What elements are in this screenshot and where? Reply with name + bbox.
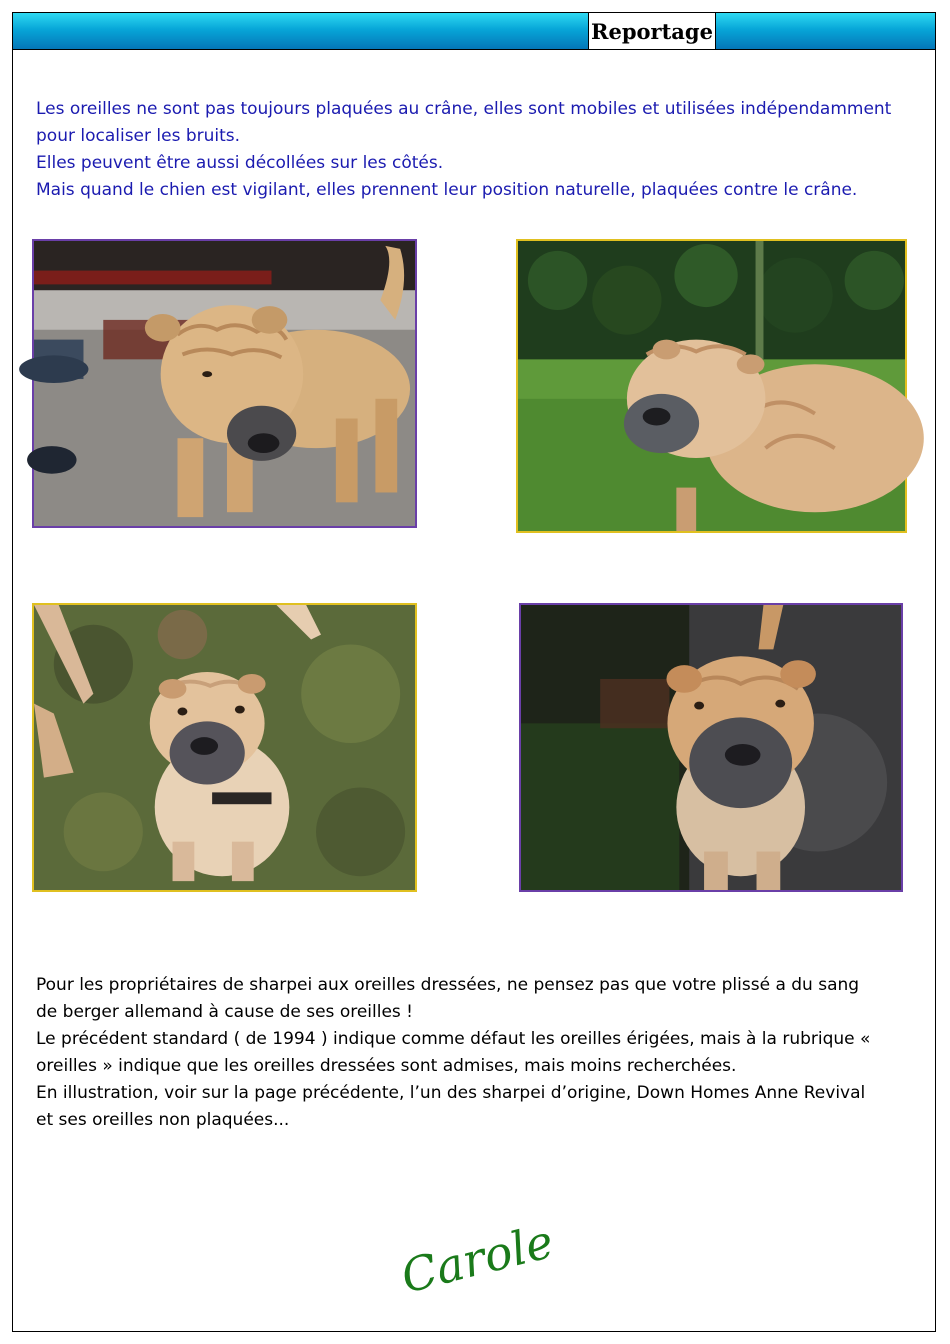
- photo-dog-sitting-image: [34, 605, 415, 890]
- section-title: Reportage: [588, 12, 716, 50]
- body-line: de berger allemand à cause de ses oreilles !: [36, 1002, 413, 1022]
- photo-dog-night: [519, 603, 903, 892]
- intro-line: Elles peuvent être aussi décollées sur les côtés.: [36, 153, 444, 173]
- photo-dog-lawn: [516, 239, 907, 533]
- photo-dog-standing: [32, 239, 417, 528]
- signature-text: Carole: [395, 1213, 559, 1304]
- photo-dog-night-image: [521, 605, 901, 890]
- body-line: En illustration, voir sur la page précédente, l’un des sharpei d’origine, Down Homes Anne Revival: [36, 1083, 866, 1103]
- intro-line: Mais quand le chien est vigilant, elles prennent leur position naturelle, plaquées contre le crâne.: [36, 180, 858, 200]
- photo-dog-sitting: [32, 603, 417, 892]
- photo-dog-standing-image: [34, 241, 415, 526]
- header-band: [12, 12, 936, 50]
- body-line: oreilles » indique que les oreilles dressées sont admises, mais moins recherchées.: [36, 1056, 737, 1076]
- body-line: Le précédent standard ( de 1994 ) indique comme défaut les oreilles érigées, mais à la rubrique «: [36, 1029, 871, 1049]
- photo-dog-lawn-image: [518, 241, 905, 531]
- intro-line: Les oreilles ne sont pas toujours plaquées au crâne, elles sont mobiles et utilisées indépendamment: [36, 99, 892, 119]
- body-paragraph: [36, 972, 916, 1134]
- intro-line: pour localiser les bruits.: [36, 126, 241, 146]
- intro-paragraph: [36, 96, 926, 204]
- body-line: Pour les propriétaires de sharpei aux oreilles dressées, ne pensez pas que votre plissé a du sang: [36, 975, 860, 995]
- body-line: et ses oreilles non plaquées...: [36, 1110, 290, 1130]
- signature: [394, 1200, 559, 1304]
